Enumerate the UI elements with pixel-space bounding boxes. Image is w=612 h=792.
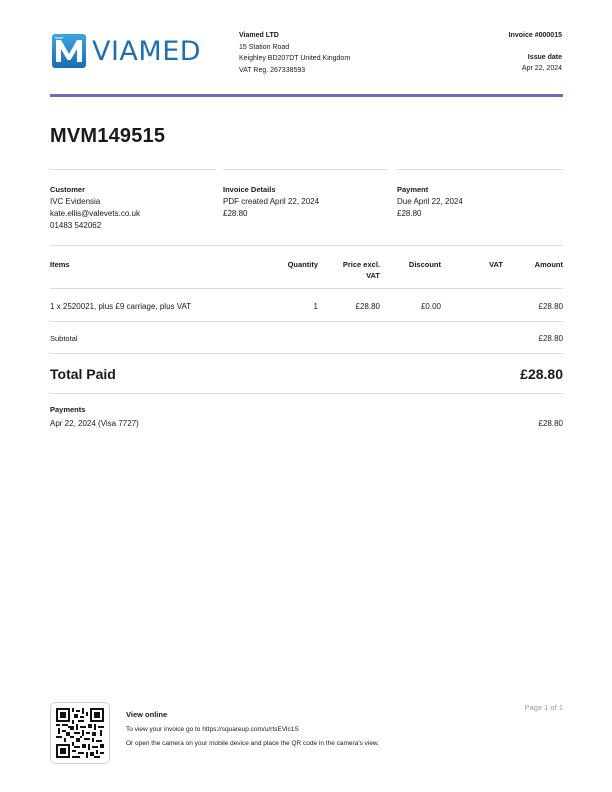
row-price: £28.80 <box>355 302 380 311</box>
row-amount: £28.80 <box>538 302 563 311</box>
invoice-meta <box>509 30 562 74</box>
qr-instructions: Or open the camera on your mobile device and place the QR code in the camera's view. <box>126 740 380 747</box>
invoice-title: MVM149515 <box>50 125 166 147</box>
payment-entry: Apr 22, 2024 (Visa 7727) <box>50 419 139 428</box>
row-discount: £0.00 <box>420 302 441 311</box>
customer-phone: 01483 542062 <box>50 221 102 230</box>
divider <box>50 321 563 322</box>
col-header-amount: Amount <box>534 260 563 269</box>
col-header-price-line1: Price excl. <box>342 260 380 269</box>
divider <box>223 169 388 170</box>
invoice-details-block <box>223 184 319 220</box>
invoice-number: Invoice #000015 <box>508 32 562 39</box>
payment-amount: £28.80 <box>397 209 422 218</box>
invoice-created: PDF created April 22, 2024 <box>223 197 320 206</box>
col-header-price <box>343 259 380 281</box>
col-header-price-line2: VAT <box>366 271 380 280</box>
logo-text: VIAMED <box>92 36 202 67</box>
col-header-quantity: Quantity <box>287 260 318 269</box>
view-online-title: View online <box>126 710 168 719</box>
payments-heading: Payments <box>50 405 86 414</box>
company-block <box>239 30 350 76</box>
company-address-line1: 15 Station Road <box>239 43 290 51</box>
payment-due: Due April 22, 2024 <box>397 197 463 206</box>
view-online-link-text[interactable]: To view your invoice go to https://squareup.com/u/rtsEVlc1S <box>126 726 299 733</box>
issue-date-label: Issue date <box>527 54 562 61</box>
divider <box>397 169 563 170</box>
logo-mark-icon <box>52 34 86 68</box>
subtotal-label: Subtotal <box>50 334 78 343</box>
company-name: Viamed LTD <box>239 32 279 39</box>
divider <box>50 169 215 170</box>
col-header-discount: Discount <box>408 260 441 269</box>
company-address-line2: Keighley BD207DT United Kingdom <box>239 55 351 62</box>
row-quantity: 1 <box>313 302 318 311</box>
header-divider-bar <box>50 94 563 97</box>
col-header-vat: VAT <box>489 260 503 269</box>
customer-block <box>50 184 140 232</box>
total-value: £28.80 <box>520 366 563 382</box>
col-header-items: Items <box>50 260 70 269</box>
row-item: 1 x 2520021, plus £9 carriage, plus VAT <box>50 302 192 311</box>
qr-code-icon[interactable] <box>56 708 104 758</box>
divider <box>50 393 563 394</box>
subtotal-value: £28.80 <box>538 334 563 343</box>
divider <box>50 353 563 354</box>
page-number: Page 1 of 1 <box>524 703 563 712</box>
invoice-details-heading: Invoice Details <box>223 185 276 194</box>
company-logo <box>52 34 224 70</box>
divider <box>50 288 563 289</box>
total-label: Total Paid <box>50 366 116 382</box>
customer-email: kate.ellis@valevets.co.uk <box>50 209 140 218</box>
invoice-details-amount: £28.80 <box>223 209 248 218</box>
divider <box>50 245 563 246</box>
company-vat: VAT Reg. 267338593 <box>239 66 306 74</box>
payment-block <box>397 184 463 220</box>
customer-name: IVC Evidensia <box>50 197 101 206</box>
issue-date: Apr 22, 2024 <box>521 65 562 72</box>
payment-entry-amount: £28.80 <box>538 419 563 428</box>
payment-heading: Payment <box>397 185 429 194</box>
customer-heading: Customer <box>50 185 86 194</box>
